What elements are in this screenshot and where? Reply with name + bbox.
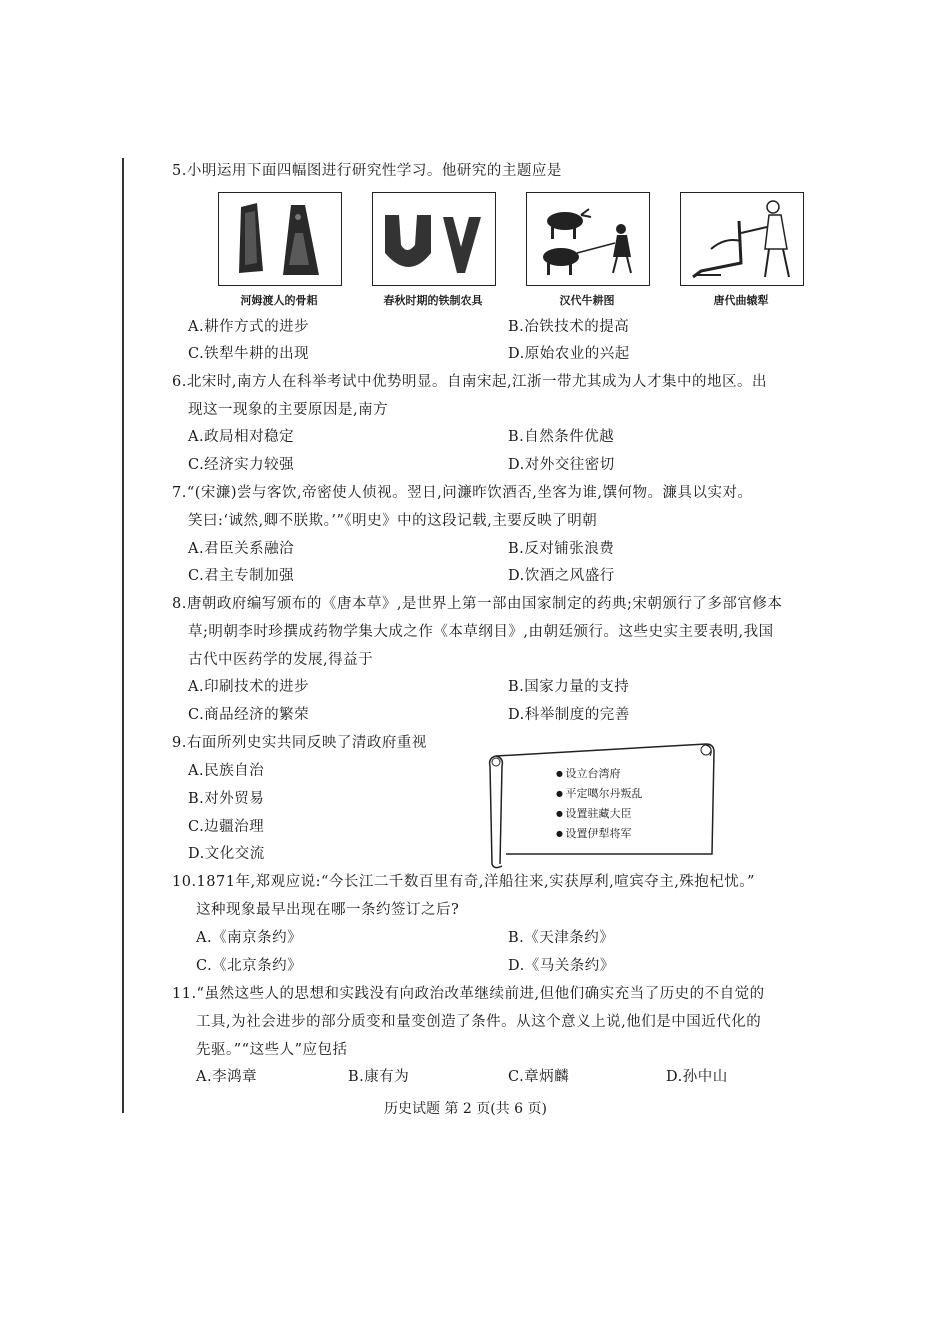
q10-stem-line2: 这种现象最早出现在哪一条约签订之后? <box>196 902 460 918</box>
page-footer: 历史试题 第 2 页(共 6 页) <box>384 1101 547 1117</box>
q7-option-a: A.君臣关系融洽 <box>188 541 295 557</box>
q5-option-d: D.原始农业的兴起 <box>508 346 630 362</box>
q5-stem: 5.小明运用下面四幅图进行研究性学习。他研究的主题应是 <box>172 163 562 179</box>
q10-option-a: A.《南京条约》 <box>196 930 303 946</box>
q5-caption-4: 唐代曲辕犁 <box>713 294 769 307</box>
q9-option-b: B.对外贸易 <box>188 791 265 807</box>
ox-plowing-icon <box>527 193 649 285</box>
q9-scroll-list <box>556 764 643 844</box>
q10-option-d: D.《马关条约》 <box>508 958 615 974</box>
q11-stem-line2: 工具,为社会进步的部分质变和量变创造了条件。从这个意义上说,他们是中国近代化的 <box>196 1014 762 1030</box>
q6-option-b: B.自然条件优越 <box>508 429 615 445</box>
q5-option-a: A.耕作方式的进步 <box>188 319 310 335</box>
q6-option-a: A.政局相对稳定 <box>188 429 295 445</box>
q6-option-c: C.经济实力较强 <box>188 457 295 473</box>
q11-stem-line1: 11.“虽然这些人的思想和实践没有向政治改革继续前进,但他们确实充当了历史的不自觉的 <box>172 986 765 1002</box>
q9-option-a: A.民族自治 <box>188 763 265 779</box>
q7-stem-line1: 7.“(宋濂)尝与客饮,帝密使人侦视。翌日,问濂昨饮酒否,坐客为谁,馔何物。濂具以实对。 <box>172 485 753 501</box>
q8-option-c: C.商品经济的繁荣 <box>188 707 310 723</box>
q11-option-a: A.李鸿章 <box>196 1069 258 1085</box>
q5-caption-3: 汉代牛耕图 <box>559 294 615 307</box>
q7-option-d: D.饮酒之风盛行 <box>508 568 615 584</box>
q11-option-c: C.章炳麟 <box>508 1069 570 1085</box>
q10-option-c: C.《北京条约》 <box>196 958 303 974</box>
q9-option-d: D.文化交流 <box>188 846 265 862</box>
q5-figure-bone-spade <box>218 192 342 286</box>
q9-scroll-item: ● 设立台湾府 <box>556 764 643 784</box>
q5-caption-2: 春秋时期的铁制农具 <box>383 294 483 307</box>
q7-option-c: C.君主专制加强 <box>188 568 295 584</box>
q9-scroll-item: ● 设置驻藏大臣 <box>556 804 643 824</box>
q8-option-a: A.印刷技术的进步 <box>188 679 310 695</box>
q5-option-b: B.冶铁技术的提高 <box>508 319 630 335</box>
q7-option-b: B.反对铺张浪费 <box>508 541 615 557</box>
q8-option-b: B.国家力量的支持 <box>508 679 630 695</box>
q11-option-d: D.孙中山 <box>666 1069 728 1085</box>
bone-spade-icon <box>219 193 341 285</box>
q10-stem-line1: 10.1871年,郑观应说:“今长江二千数百里有奇,洋船往来,实获厚利,喧宾夺主,殊抱杞忧。” <box>172 874 755 890</box>
q9-stem: 9.右面所列史实共同反映了清政府重视 <box>172 735 427 751</box>
q8-option-d: D.科举制度的完善 <box>508 707 630 723</box>
q8-stem-line1: 8.唐朝政府编写颁布的《唐本草》,是世界上第一部由国家制定的药典;宋朝颁行了多部官修本 <box>172 596 783 612</box>
q6-stem-line2: 现这一现象的主要原因是,南方 <box>188 402 389 418</box>
q5-option-c: C.铁犁牛耕的出现 <box>188 346 310 362</box>
q11-stem-line3: 先驱。”“这些人”应包括 <box>196 1042 348 1058</box>
q10-option-b: B.《天津条约》 <box>508 930 615 946</box>
q5-caption-1: 河姆渡人的骨耜 <box>240 294 318 307</box>
q5-figure-iron-tools <box>372 192 496 286</box>
q11-option-b: B.康有为 <box>348 1069 410 1085</box>
q9-scroll-item: ● 设置伊犁将军 <box>556 824 643 844</box>
q7-stem-line2: 笑曰:‘诚然,卿不朕欺。’”《明史》中的这段记载,主要反映了明朝 <box>188 513 598 529</box>
q6-stem-line1: 6.北宋时,南方人在科举考试中优势明显。自南宋起,江浙一带尤其成为人才集中的地区。出 <box>172 374 768 390</box>
q8-stem-line3: 古代中医药学的发展,得益于 <box>188 652 374 668</box>
iron-tools-icon <box>373 193 495 285</box>
q6-option-d: D.对外交往密切 <box>508 457 615 473</box>
q5-figure-curved-plow <box>680 192 804 286</box>
q9-scroll-item: ● 平定噶尔丹叛乱 <box>556 784 643 804</box>
q5-figure-ox-plowing <box>526 192 650 286</box>
margin-line <box>122 158 124 1113</box>
q8-stem-line2: 草;明朝李时珍撰成药物学集大成之作《本草纲目》,由朝廷颁行。这些史实主要表明,我国 <box>188 624 774 640</box>
q9-option-c: C.边疆治理 <box>188 819 265 835</box>
curved-plow-icon <box>681 193 803 285</box>
